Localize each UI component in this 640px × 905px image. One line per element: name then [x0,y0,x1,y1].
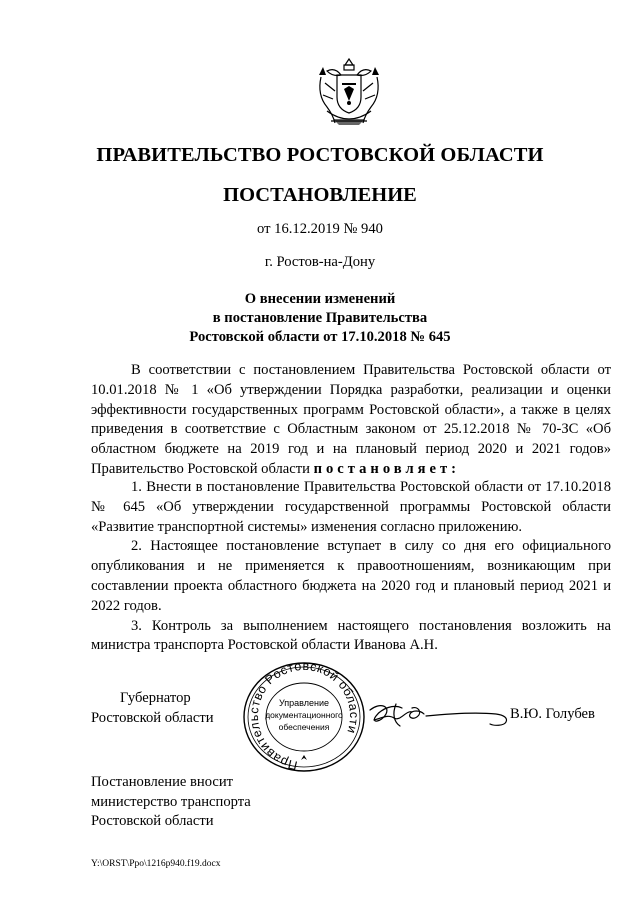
position-line-1: Губернатор [120,690,191,706]
subject-line-3: Ростовской области от 17.10.2018 № 645 [189,329,451,345]
star-icon [301,755,307,760]
official-stamp [241,660,367,774]
governor-position [91,689,214,728]
document-type-title: ПОСТАНОВЛЕНИЕ [223,184,417,206]
stamp-ring-text: Правительство Ростовской области [246,660,362,773]
preamble-text: В соответствии с постановлением Правительства Ростовской области от 10.01.2018 № 1 «Об утверждении Порядка разработки, реализации и оценки эффективности государственных программ Ростовской области», а также в целях приведения в соответствие с Областным законом от 25.12.2018 № 70-ЗС «Об областном бюджете на 2019 год и на плановый период 2020 и 2021 годов» Правительство Ростовской области [91,362,611,477]
stamp-center-line-1: Управление [278,698,330,708]
position-line-2: Ростовской области [91,709,214,726]
introducer-line-2: министерство транспорта [91,793,251,810]
subject-line-1: О внесении изменений [244,291,396,307]
government-title: ПРАВИТЕЛЬСТВО РОСТОВСКОЙ ОБЛАСТИ [96,144,544,166]
preamble-paragraph [91,361,611,480]
resolution-items [91,478,611,656]
resolves-word: постановляет: [313,460,461,477]
coat-of-arms-icon [313,55,385,131]
stamp-center-line-2: документационного [265,710,343,720]
introducer-line-1: Постановление вносит [91,774,234,790]
date-number-line: от 16.12.2019 № 940 [257,221,383,237]
file-path: Y:\ORST\Ppo\1216p940.f19.docx [91,859,221,869]
resolution-item-3: 3. Контроль за выполнением настоящего постановления возложить на министра транспорта Ростовской области Иванова А.Н. [91,617,611,654]
resolution-item-1: 1. Внести в постановление Правительства Ростовской области от 17.10.2018 № 645 «Об утверждении государственной программы Ростовской области «Развитие транспортной системы» изменения согласно приложению. [91,479,611,535]
stamp-center-line-3: обеспечения [278,722,330,732]
introducer-line-3: Ростовской области [91,813,214,829]
handwritten-signature [366,696,512,734]
introducer-block [91,773,251,832]
resolution-item-2: 2. Настоящее постановление вступает в силу со дня его официального опубликования и не применяется к правоотношениям, возникающим при составлении проекта областного бюджета на 2020 год и плановый период 2021 и 2022 годов. [91,538,611,614]
city-line: г. Ростов-на-Дону [264,254,376,270]
subject-line-2: в постановление Правительства [212,310,428,326]
signer-name: В.Ю. Голубев [510,706,595,722]
